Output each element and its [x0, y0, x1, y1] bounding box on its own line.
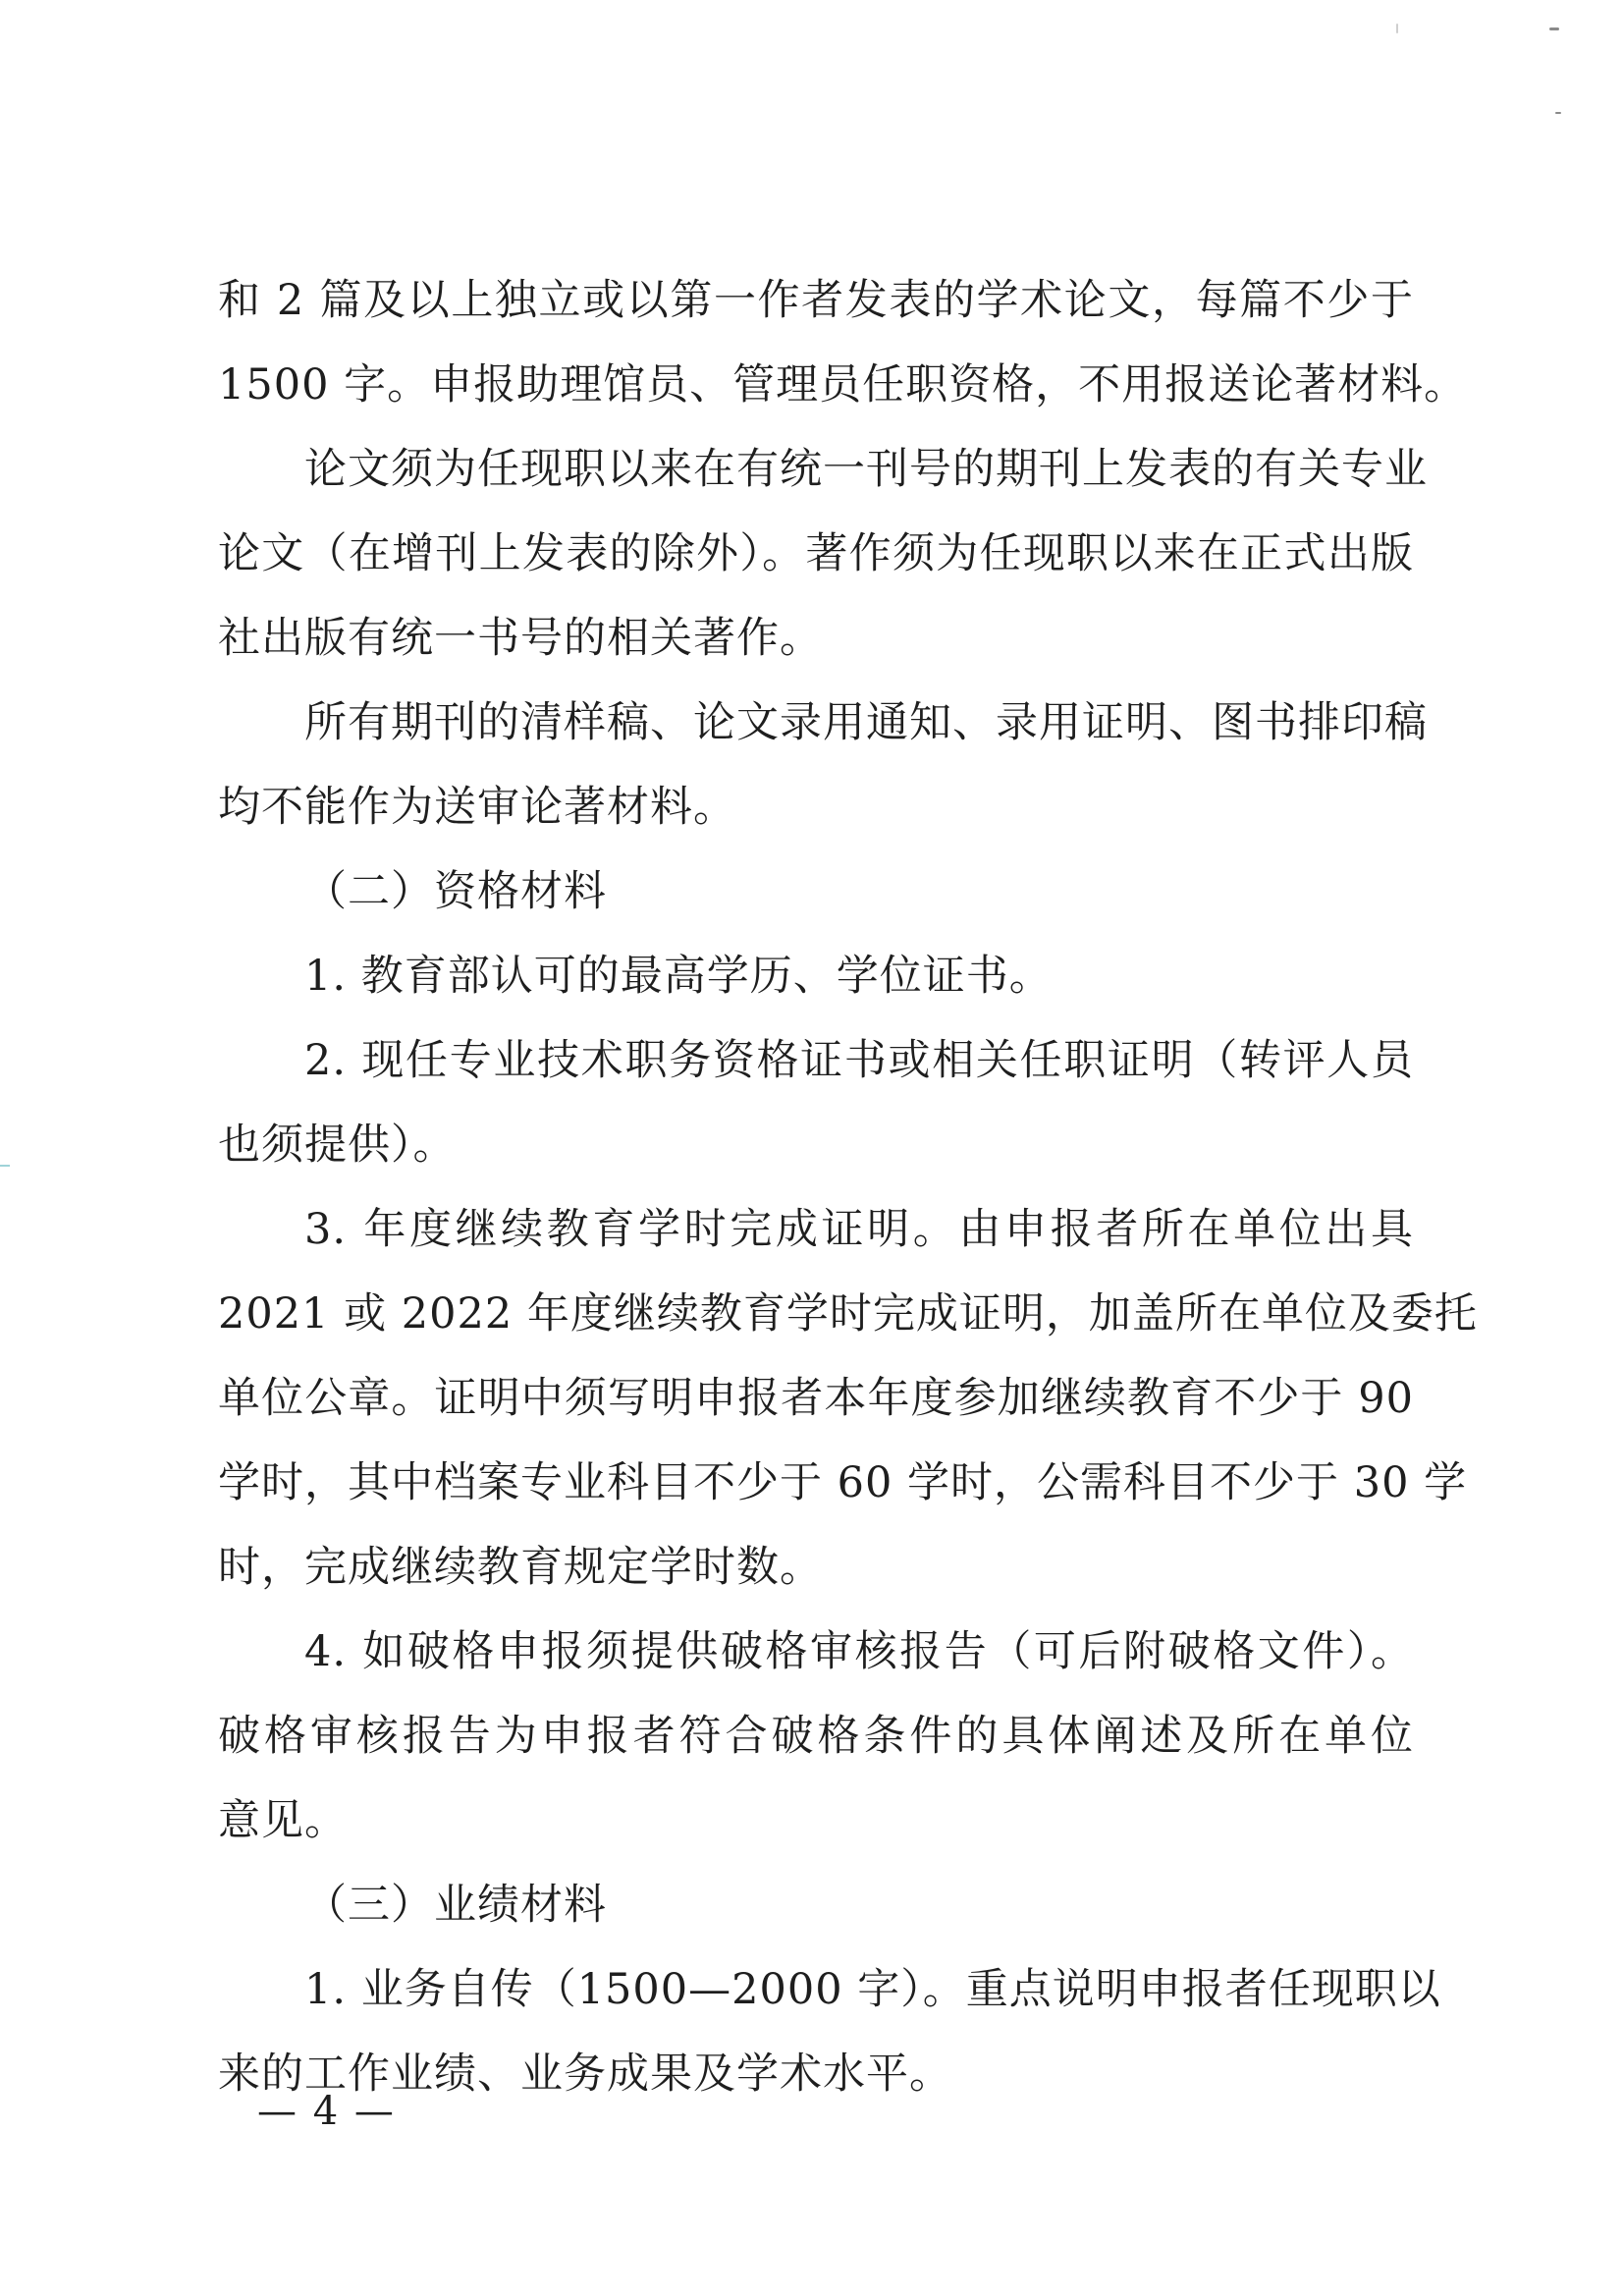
list-item-3-line-2: 2021 或 2022 年度继续教育学时完成证明，加盖所在单位及委托: [218, 1289, 1478, 1339]
list-item-3-line-1: 3. 年度继续教育学时完成证明。由申报者所在单位出具: [304, 1205, 1414, 1254]
paragraph-line-6: 所有期刊的清样稿、论文录用通知、录用证明、图书排印稿: [304, 698, 1428, 747]
list-item-2-line-1: 2. 现任专业技术职务资格证书或相关任职证明（转评人员: [304, 1036, 1414, 1085]
section-heading-qualification: （二）资格材料: [304, 867, 607, 916]
paragraph-line-4: 论文（在增刊上发表的除外）。著作须为任现职以来在正式出版: [218, 529, 1414, 578]
list-item-4-line-3: 意见。: [218, 1796, 348, 1845]
list-item-4-line-1: 4. 如破格申报须提供破格审核报告（可后附破格文件）。: [304, 1627, 1414, 1676]
list-item-3-line-3: 单位公章。证明中须写明申报者本年度参加继续教育不少于 90: [218, 1374, 1414, 1423]
list-item-4-line-2: 破格审核报告为申报者符合破格条件的具体阐述及所在单位: [218, 1712, 1414, 1761]
paragraph-line-1: 和 2 篇及以上独立或以第一作者发表的学术论文，每篇不少于: [218, 276, 1414, 325]
scan-speck: [1396, 24, 1398, 33]
page-number: — 4 —: [257, 2089, 396, 2134]
scan-speck: [1555, 112, 1561, 114]
scan-speck: [1549, 27, 1559, 30]
paragraph-line-7: 均不能作为送审论著材料。: [218, 783, 736, 832]
paragraph-line-2: 1500 字。申报助理馆员、管理员任职资格，不用报送论著材料。: [218, 360, 1468, 410]
scan-edge-mark: [0, 1165, 10, 1167]
section-heading-performance: （三）业绩材料: [304, 1881, 607, 1930]
performance-item-1-line-2: 来的工作业绩、业务成果及学术水平。: [218, 2050, 952, 2099]
paragraph-line-5: 社出版有统一书号的相关著作。: [218, 614, 823, 663]
list-item-3-line-4: 学时，其中档案专业科目不少于 60 学时，公需科目不少于 30 学: [218, 1458, 1468, 1507]
performance-item-1-line-1: 1. 业务自传（1500—2000 字）。重点说明申报者任现职以: [304, 1965, 1441, 2014]
list-item-3-line-5: 时，完成继续教育规定学时数。: [218, 1543, 823, 1592]
paragraph-line-3: 论文须为任现职以来在有统一刊号的期刊上发表的有关专业: [304, 445, 1428, 494]
list-item-2-line-2: 也须提供）。: [218, 1121, 457, 1170]
list-item-1-line: 1. 教育部认可的最高学历、学位证书。: [304, 952, 1053, 1001]
